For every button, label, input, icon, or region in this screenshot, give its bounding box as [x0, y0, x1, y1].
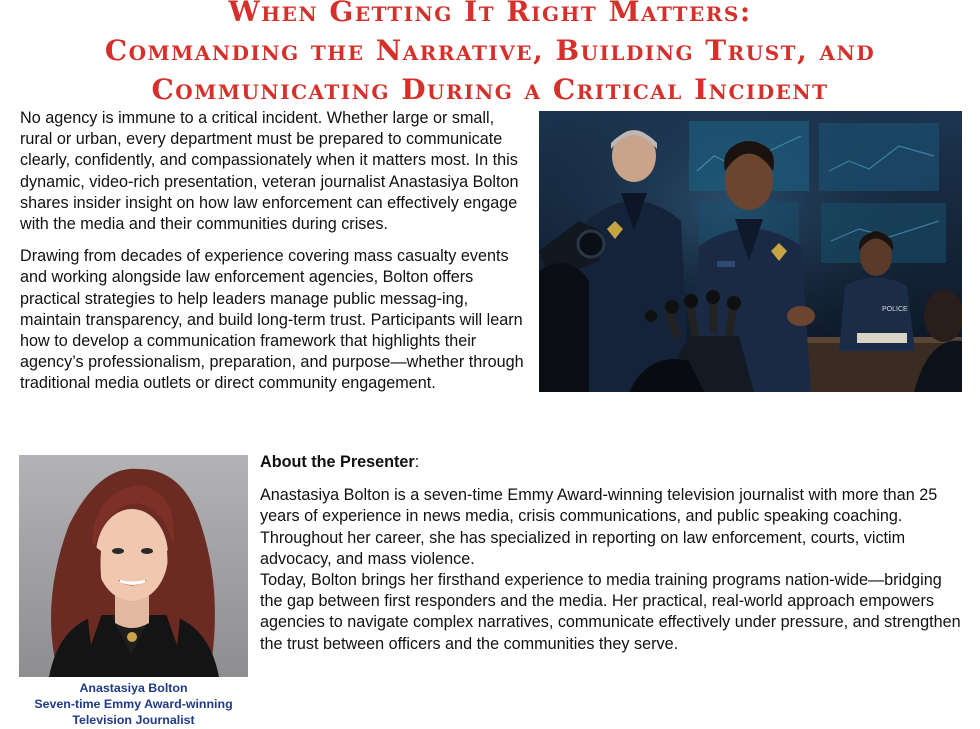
- caption-name: Anastasiya Bolton: [79, 681, 188, 695]
- presenter-caption: [19, 680, 248, 728]
- presenter-photo: [19, 455, 248, 677]
- police-label: POLICE: [882, 306, 908, 313]
- title-line-3: Communicating During a Critical Incident: [151, 73, 829, 106]
- caption-line-2: Seven-time Emmy Award-winning: [34, 697, 233, 711]
- press-conference-illustration: [539, 111, 962, 392]
- about-heading: [260, 452, 965, 473]
- about-presenter-section: [260, 452, 965, 655]
- title-line-2: Commanding the Narrative, Building Trust, and: [104, 34, 876, 67]
- about-paragraph-2: Today, Bolton brings her firsthand experience to media training programs nation-wide—bridging the gap between first responders and the media. Her practical, real-world approach empowers agencies to navigate complex narratives, communicate effectively under pressure, and strengthen the trust between officers and the communities they serve.: [260, 571, 961, 653]
- about-heading-colon: :: [414, 453, 420, 471]
- presenter-portrait-illustration: [19, 455, 248, 677]
- caption-line-3: Television Journalist: [72, 713, 195, 727]
- press-conference-image: [539, 111, 962, 392]
- title-line-1: When Getting It Right Matters:: [228, 0, 752, 28]
- about-heading-label: About the Presenter: [260, 453, 415, 471]
- intro-paragraph-1: No agency is immune to a critical incident. Whether large or small, rural or urban, every department must be prepared to communicate clearly, confidently, and compassionately when it matters most. In this dynamic, video-rich presentation, veteran journalist Anastasiya Bolton shares insider insight on how law enforcement can effectively engage with the media and their communities during crises.: [20, 109, 519, 234]
- intro-paragraph-2: Drawing from decades of experience covering mass casualty events and working alongside law enforcement agencies, Bolton offers practical strategies to help leaders manage public messag-ing, maintain transparency, and build long-term trust. Participants will learn how to develop a communication framework that highlights their agency’s professionalism, preparation, and purpose—whether through traditional media outlets or direct community engagement.: [20, 247, 524, 393]
- intro-text: [20, 108, 528, 406]
- page-title: [0, 0, 980, 109]
- about-paragraph-1: Anastasiya Bolton is a seven-time Emmy Award-winning television journalist with more than 25 years of experience in news media, crisis communications, and public speaking coaching. Throughout her career, she has specialized in reporting on law enforcement, courts, victim advocacy, and mass violence.: [260, 486, 938, 568]
